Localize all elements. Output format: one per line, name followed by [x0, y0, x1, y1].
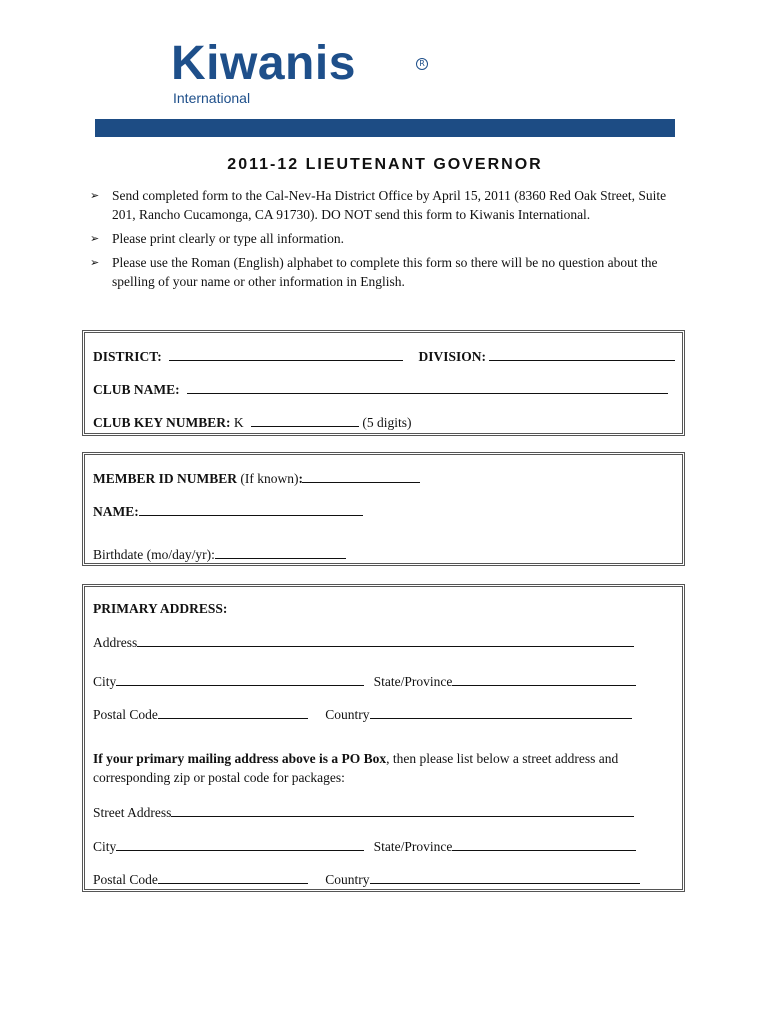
arrow-bullet-icon: ➢	[90, 256, 100, 269]
po-box-note	[93, 749, 683, 787]
district-row	[93, 347, 675, 365]
country-field-2[interactable]	[370, 870, 640, 884]
member-id-field[interactable]	[302, 469, 420, 483]
address-row	[93, 633, 634, 651]
name-label: NAME:	[93, 504, 139, 519]
member-id-row	[93, 469, 420, 487]
arrow-bullet-icon: ➢	[90, 189, 100, 202]
state-field-2[interactable]	[452, 837, 636, 851]
district-field[interactable]	[169, 347, 403, 361]
street-address-row	[93, 803, 634, 821]
state-field[interactable]	[452, 672, 636, 686]
name-row	[93, 502, 363, 520]
logo-wordmark: Kiwanis	[171, 37, 356, 90]
address-field[interactable]	[137, 633, 634, 647]
primary-address-heading: PRIMARY ADDRESS:	[93, 601, 228, 616]
po-box-note-text: , then please list below a street address and corresponding zip or postal code for packages:	[93, 751, 619, 785]
instruction-item	[90, 253, 680, 291]
name-field[interactable]	[139, 502, 363, 516]
instruction-item	[90, 229, 680, 248]
club-key-prefix: K	[233, 415, 244, 430]
district-label: DISTRICT:	[93, 349, 162, 364]
club-name-row	[93, 380, 668, 398]
city-field[interactable]	[116, 672, 364, 686]
country-label: Country	[325, 707, 370, 722]
city-field-2[interactable]	[116, 837, 364, 851]
club-name-field[interactable]	[187, 380, 668, 394]
kiwanis-logo	[171, 37, 425, 106]
postal-country-row-2	[93, 870, 640, 888]
arrow-bullet-icon: ➢	[90, 232, 100, 245]
header-bar	[95, 119, 675, 137]
address-box	[82, 584, 685, 892]
club-key-label: CLUB KEY NUMBER:	[93, 415, 231, 430]
page-title: 2011-12 LIEUTENANT GOVERNOR	[227, 156, 543, 173]
country-field[interactable]	[370, 705, 632, 719]
birthdate-field[interactable]	[215, 545, 346, 559]
instruction-text: Send completed form to the Cal-Nev-Ha District Office by April 15, 2011 (8360 Red Oak Street, Suite 201, Rancho Cucamonga, CA 91730). DO NOT send this form to Kiwanis International.	[112, 188, 667, 222]
logo-subtitle: International	[173, 90, 251, 106]
club-name-label: CLUB NAME:	[93, 382, 180, 397]
city-label-2: City	[93, 839, 117, 854]
instruction-text: Please print clearly or type all information.	[112, 231, 345, 246]
po-box-note-bold: If your primary mailing address above is a PO Box	[93, 751, 387, 766]
birthdate-label: Birthdate (mo/day/yr):	[93, 547, 215, 562]
postal-country-row	[93, 705, 632, 723]
division-field[interactable]	[489, 347, 675, 361]
member-id-label: MEMBER ID NUMBER	[93, 471, 237, 486]
postal-code-field-2[interactable]	[158, 870, 308, 884]
instructions-list	[90, 186, 680, 296]
city-state-row	[93, 672, 636, 690]
member-info-box	[82, 452, 685, 566]
division-label: DIVISION:	[418, 349, 487, 364]
registered-mark-icon: R	[416, 58, 428, 70]
country-label-2: Country	[325, 872, 370, 887]
address-label: Address	[93, 635, 138, 650]
birthdate-row	[93, 545, 346, 563]
street-address-label: Street Address	[93, 805, 172, 820]
primary-address-heading-row	[93, 601, 227, 617]
club-key-field[interactable]	[251, 413, 359, 427]
postal-code-field[interactable]	[158, 705, 308, 719]
club-key-hint: (5 digits)	[362, 415, 412, 430]
member-id-hint: (If known)	[240, 471, 299, 486]
city-label: City	[93, 674, 117, 689]
street-address-field[interactable]	[171, 803, 634, 817]
city-state-row-2	[93, 837, 636, 855]
member-id-colon: :	[298, 471, 303, 486]
state-label-2: State/Province	[373, 839, 453, 854]
state-label: State/Province	[373, 674, 453, 689]
postal-code-label: Postal Code	[93, 707, 158, 722]
club-key-row	[93, 413, 412, 431]
postal-code-label-2: Postal Code	[93, 872, 158, 887]
club-info-box	[82, 330, 685, 436]
instruction-text: Please use the Roman (English) alphabet to complete this form so there will be no question about the spelling of your name or other information in English.	[112, 255, 658, 289]
instruction-item	[90, 186, 680, 224]
